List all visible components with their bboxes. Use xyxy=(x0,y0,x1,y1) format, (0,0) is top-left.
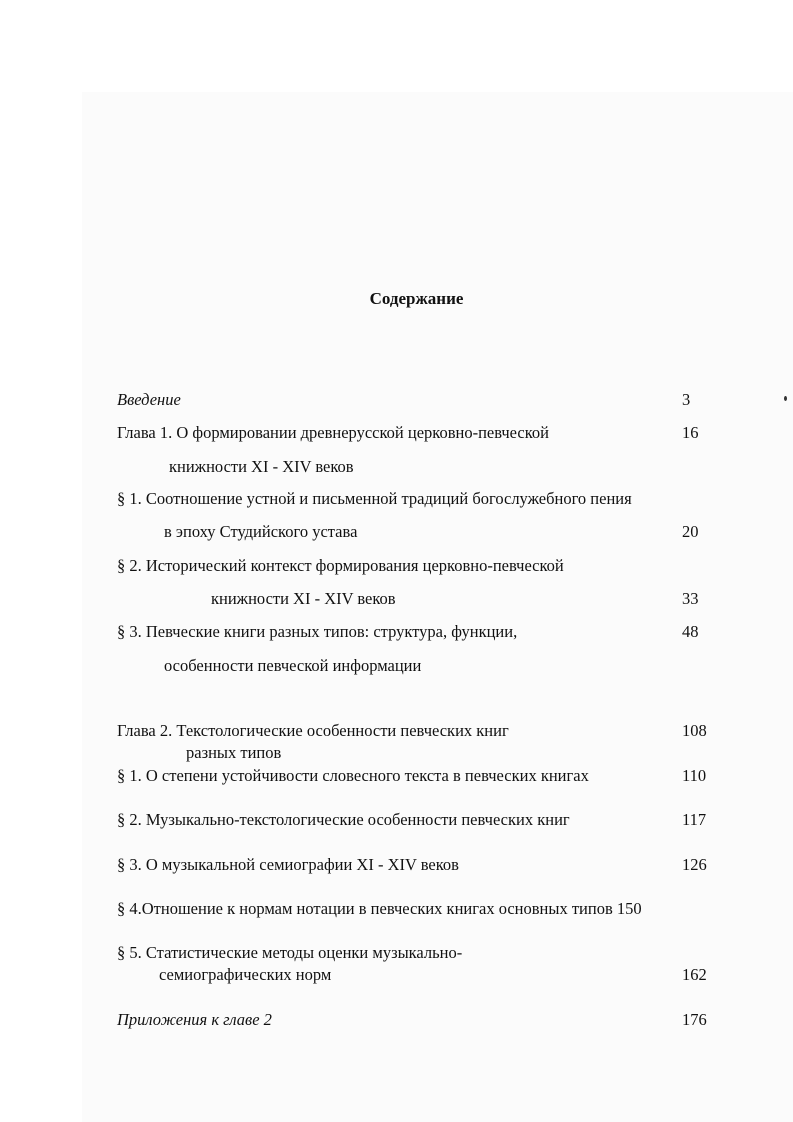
toc-entry-chapter-1: Глава 1. О формировании древнерусской церковно-певческой xyxy=(117,423,549,442)
toc-entry-introduction: Введение xyxy=(117,390,181,409)
toc-entry-ch2-section-1: § 1. О степени устойчивости словесного текста в певческих книгах xyxy=(117,766,589,785)
toc-page-ch1-section-2: 33 xyxy=(682,589,699,608)
toc-entry-chapter-2-cont: разных типов xyxy=(186,743,282,762)
toc-entry-ch1-section-2: § 2. Исторический контекст формирования церковно-певческой xyxy=(117,556,564,575)
toc-page-ch1-section-3: 48 xyxy=(682,622,699,641)
toc-entry-ch2-section-5-cont: семиографических норм xyxy=(159,965,332,984)
toc-page-chapter-2: 108 xyxy=(682,721,707,740)
toc-entry-ch2-section-2: § 2. Музыкально-текстологические особенности певческих книг xyxy=(117,810,570,829)
toc-page-ch1-section-1: 20 xyxy=(682,522,699,541)
toc-entry-ch2-section-3: § 3. О музыкальной семиографии XI - XIV веков xyxy=(117,855,459,874)
toc-entry-appendix: Приложения к главе 2 xyxy=(117,1010,272,1029)
toc-entry-ch2-section-4: § 4.Отношение к нормам нотации в певческих книгах основных типов 150 xyxy=(117,899,642,918)
toc-entry-ch1-section-2-cont: книжности XI - XIV веков xyxy=(211,589,396,608)
toc-page-appendix: 176 xyxy=(682,1010,707,1029)
toc-page-introduction: 3 xyxy=(682,390,691,409)
toc-entry-chapter-1-cont: книжности XI - XIV веков xyxy=(169,457,354,476)
toc-page-chapter-1: 16 xyxy=(682,423,699,442)
toc-page-ch2-section-5: 162 xyxy=(682,965,707,984)
toc-entry-ch1-section-3-cont: особенности певческой информации xyxy=(164,656,422,675)
toc-entry-ch2-section-5: § 5. Статистические методы оценки музыкально- xyxy=(117,943,463,962)
toc-entry-ch1-section-1: § 1. Соотношение устной и письменной традиций богослужебного пения xyxy=(117,489,632,508)
page-title: Содержание xyxy=(369,289,464,308)
toc-entry-ch1-section-3: § 3. Певческие книги разных типов: структура, функции, xyxy=(117,622,518,641)
toc-entry-chapter-2: Глава 2. Текстологические особенности певческих книг xyxy=(117,721,509,740)
toc-page-ch2-section-1: 110 xyxy=(682,766,707,785)
toc-page-ch2-section-3: 126 xyxy=(682,855,707,874)
toc-page-ch2-section-2: 117 xyxy=(682,810,707,829)
scan-speck xyxy=(784,396,787,401)
toc-entry-ch1-section-1-cont: в эпоху Студийского устава xyxy=(164,522,358,541)
